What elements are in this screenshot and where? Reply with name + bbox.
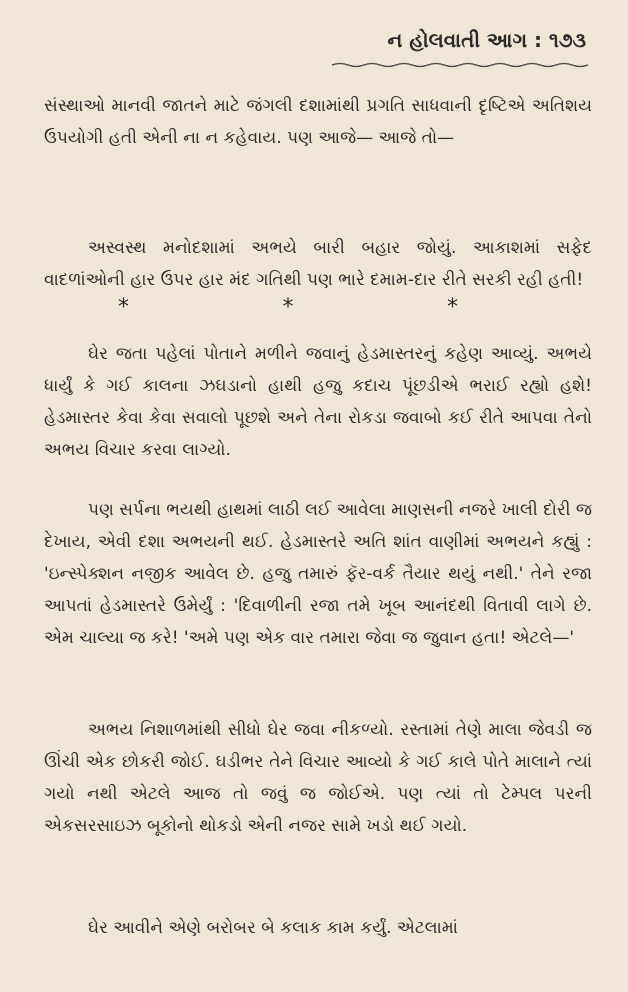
running-header: ન હોલવાતી આગ : ૧૭૩	[387, 28, 586, 52]
header-underline	[332, 62, 592, 68]
paragraph-2: અસ્વસ્થ મનોદશામાં અભયે બારી બહાર જોયું. આકાશમાં સફેદ વાદળાંઓની હાર ઉપર હાર મંદ ગતિથી પણ ભારે દમામ-દાર રીતે સરકી રહી હતી!	[44, 238, 592, 290]
section-separator	[118, 295, 458, 320]
separator-star: *	[447, 295, 458, 320]
paragraph-4: પણ સર્પના ભયથી હાથમાં લાઠી લઈ આવેલા માણસની નજરે ખાલી દોરી જ દેખાય, એવી દશા અભયની થઈ. હેડમાસ્તરે અતિ શાંત વાણીમાં અભયને કહ્યું : 'ઇન્સ્પેક્શન નજીક આવેલ છે. હજુ તમારું ફૅર-વર્ક તૈયાર થયું નથી.' તેને રજા આપતાં હેડમાસ્તરે ઉમેર્યું : 'દિવાળીની રજા તમે ખૂબ આનંદથી વિતાવી લાગે છે. એમ ચાલ્યા જ કરે! 'અમે પણ એક વાર તમારા જેવા જ જુવાન હતા! એટલે—'	[44, 500, 592, 648]
paragraph-5: અભય નિશાળમાંથી સીધો ઘેર જવા નીકળ્યો. રસ્તામાં તેણે માલા જેવડી જ ઊંચી એક છોકરી જોઈ. ઘડીભર તેને વિચાર આવ્યો કે ગઈ કાલે પોતે માલાને ત્યાં ગયો નથી એટલે આજ તો જવું જ જોઈએ. પણ ત્યાં તો ટેમ્પલ પરની એકસરસાઇઝ બૂકોનો થોકડો એની નજર સામે ખડો થઈ ગયો.	[44, 720, 592, 836]
paragraph-3: ઘેર જતા પહેલાં પોતાને મળીને જવાનું હેડમાસ્તરનું કહેણ આવ્યું. અભયે ધાર્યું કે ગઈ કાલના ઝઘડાનો હાથી હજુ કદાચ પૂંછડીએ ભરાઈ રહ્યો હશે! હેડમાસ્તર કેવા કેવા સવાલો પૂછશે અને તેના રોકડા જવાબો કઈ રીતે આપવા તેનો અભય વિચાર કરવા લાગ્યો.	[44, 344, 592, 460]
paragraph-6: ઘેર આવીને એણે બરોબર બે કલાક કામ કર્યું. એટલામાં	[88, 918, 458, 938]
paragraph-1: સંસ્થાઓ માનવી જાતને માટે જંગલી દશામાંથી પ્રગતિ સાધવાની દૃષ્ટિએ અતિશય ઉપયોગી હતી એની ના ન કહેવાય. પણ આજે— આજે તો—	[44, 96, 592, 148]
separator-star: *	[282, 295, 294, 320]
separator-star: *	[118, 295, 129, 320]
